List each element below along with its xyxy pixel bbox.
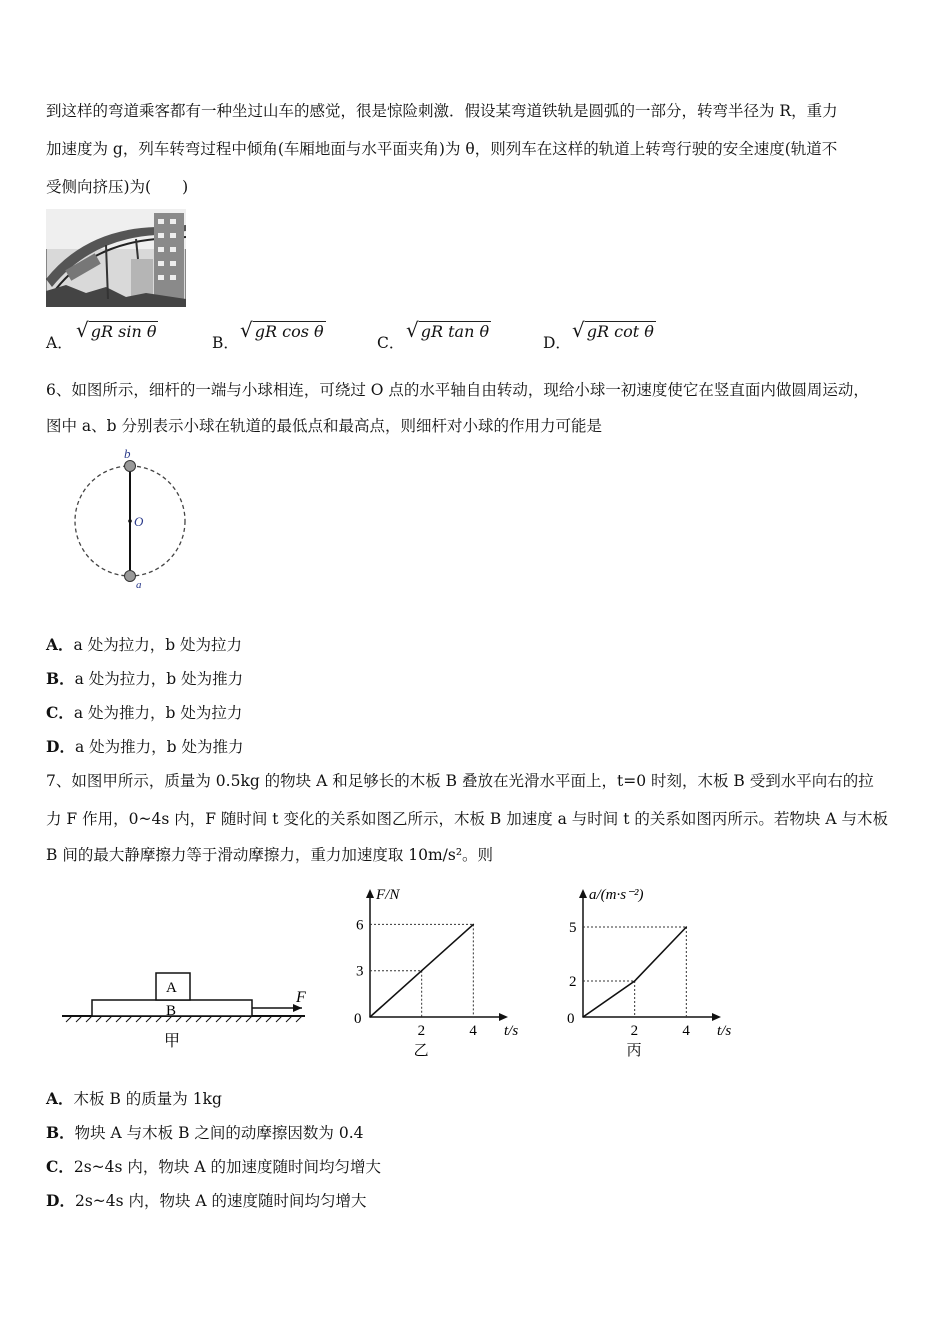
q6-option-d: D．a 处为推力，b 处为推力 [46, 737, 244, 756]
q7-option-a: A．木板 B 的质量为 1kg [46, 1089, 222, 1108]
x-axis-label: t/s [504, 1023, 519, 1039]
q7-text-line-2: 力 F 作用，0~4s 内，F 随时间 t 变化的关系如图乙所示，木板 B 加速度 a 与时间 t 的关系如图丙所示。若物块 A 与木板 [46, 810, 888, 828]
q6-text-line-1: 6、如图所示，细杆的一端与小球相连，可绕过 O 点的水平轴自由转动，现给小球一初速度使它在竖直面内做圆周运动， [46, 381, 869, 399]
y-tick-label: 2 [569, 974, 577, 990]
q7-text-line-3: B 间的最大静摩擦力等于滑动摩擦力，重力加速度取 10m/s²。则 [46, 846, 494, 864]
y-axis-arrow [579, 889, 587, 898]
y-tick-label: 3 [356, 963, 364, 980]
q5-text-line-2: 加速度为 g，列车转弯过程中倾角(车厢地面与水平面夹角)为 θ，则列车在这样的轨道上转弯行驶的安全速度(轨道不 [46, 140, 838, 158]
chart-yi-force-time [340, 880, 520, 1065]
q5-text-line-3: 受侧向挤压)为( ) [46, 178, 189, 196]
y-tick-label: 5 [569, 920, 577, 936]
origin-label: 0 [354, 1011, 362, 1027]
q6-text-line-2: 图中 a、b 分别表示小球在轨道的最低点和最高点，则细杆对小球的作用力可能是 [46, 417, 603, 435]
data-point [582, 1016, 584, 1018]
q7-text-line-1: 7、如图甲所示，质量为 0.5kg 的物块 A 和足够长的木板 B 叠放在光滑水平面上，t=0 时刻，木板 B 受到水平向右的拉 [46, 772, 874, 790]
x-tick-label: 2 [417, 1023, 426, 1039]
ball-top [125, 461, 136, 472]
q6-option-c: C．a 处为推力，b 处为拉力 [46, 703, 243, 722]
q5-option-a-formula: √ gR sin θ [76, 318, 157, 342]
q5-text-line-1: 到这样的弯道乘客都有一种坐过山车的感觉，很是惊险刺激．假设某弯道铁轨是圆弧的一部分，转弯半径为 R，重力 [46, 102, 838, 120]
q6-option-a: A．a 处为拉力，b 处为拉力 [46, 635, 243, 654]
q6-option-b: B．a 处为拉力，b 处为推力 [46, 669, 244, 688]
chart-caption: 丙 [626, 1043, 642, 1059]
q5-option-c-formula: √ gR tan θ [406, 318, 490, 342]
q7-option-d: D．2s~4s 内，物块 A 的速度随时间均匀增大 [46, 1191, 367, 1210]
circular-motion-diagram [60, 445, 200, 590]
data-point [634, 980, 636, 982]
origin-label: 0 [567, 1011, 575, 1027]
force-label: F [296, 989, 306, 1006]
q5-option-a-label: A． [46, 334, 73, 352]
label-b: b [124, 446, 131, 461]
board-b-label: B [166, 1003, 177, 1019]
x-tick-label: 2 [630, 1023, 639, 1039]
x-axis-arrow [712, 1013, 721, 1021]
chart-caption: 乙 [413, 1043, 429, 1059]
data-point [686, 926, 688, 928]
y-axis-label: a/(m·s⁻²) [589, 887, 644, 903]
x-tick-label: 4 [682, 1023, 690, 1039]
q5-option-d-label: D． [543, 334, 571, 352]
data-point [473, 924, 475, 926]
x-tick-label: 4 [469, 1023, 477, 1039]
y-axis-label: F/N [376, 887, 400, 903]
label-o: O [134, 514, 144, 529]
figure-jia-caption: 甲 [164, 1033, 181, 1050]
q7-option-c: C．2s~4s 内，物块 A 的加速度随时间均匀增大 [46, 1157, 381, 1176]
q5-option-b-label: B． [212, 334, 239, 352]
monorail-photo [46, 209, 186, 307]
figure-jia-blocks [60, 960, 320, 1055]
y-tick-label: 6 [356, 917, 364, 934]
block-a-label: A [166, 980, 177, 996]
chart-bing-acceleration-time [555, 880, 745, 1065]
ball-bottom [125, 571, 136, 582]
q5-option-d-formula: √ gR cot θ [572, 318, 654, 342]
q7-option-b: B．物块 A 与木板 B 之间的动摩擦因数为 0.4 [46, 1123, 364, 1142]
q5-option-b-formula: √ gR cos θ [240, 318, 324, 342]
x-axis-arrow [499, 1013, 508, 1021]
x-axis-label: t/s [717, 1023, 732, 1039]
y-axis-arrow [366, 889, 374, 898]
series-line [583, 927, 686, 1017]
data-point [421, 970, 423, 972]
data-point [369, 1016, 371, 1018]
q5-option-c-label: C． [377, 334, 405, 352]
label-a: a [136, 579, 142, 590]
pivot-point [128, 519, 132, 523]
